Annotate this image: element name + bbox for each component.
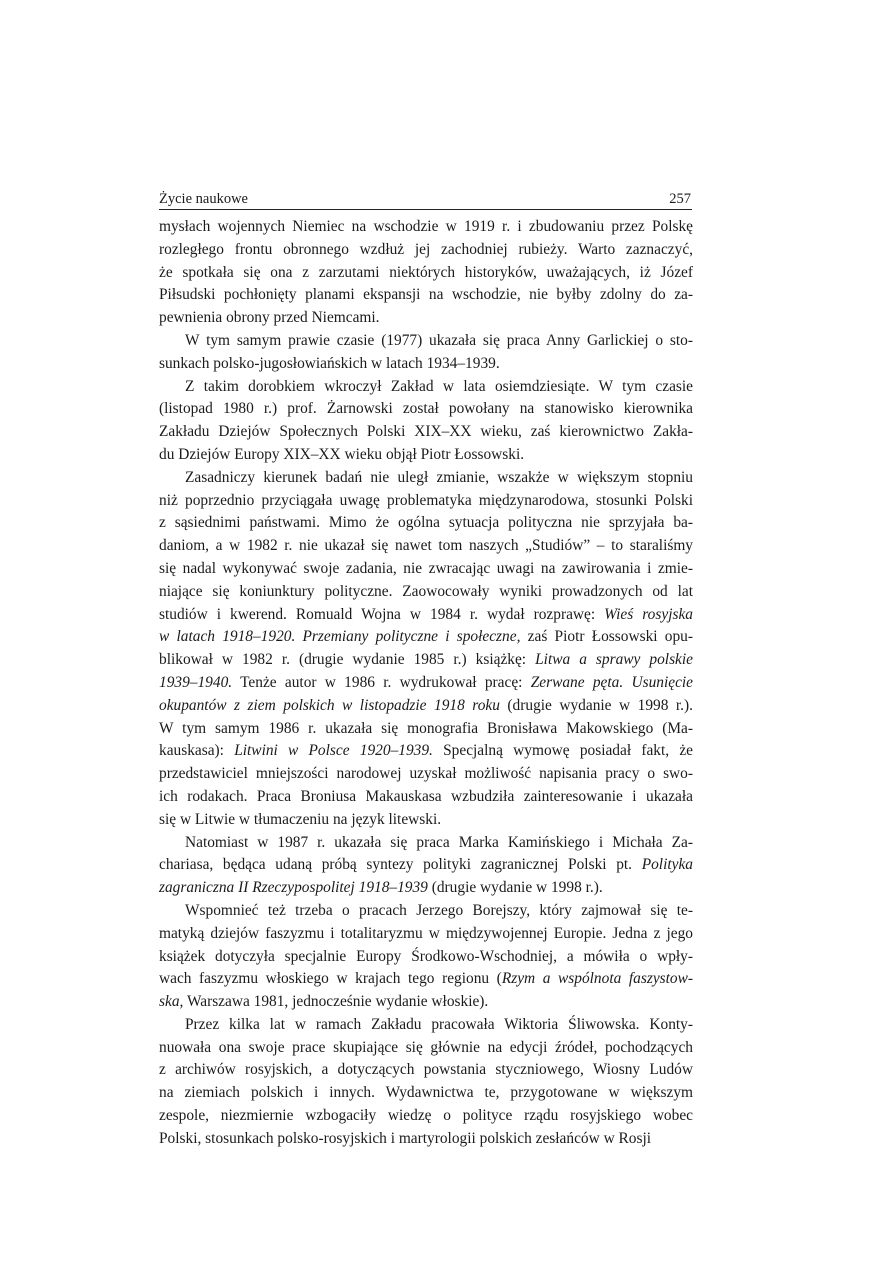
text-run: niż poprzednio przyciągała uwagę problematyka międzynarodowa, stosunki Polski [159,491,693,509]
text-line [159,1014,693,1037]
text-run: pewnienia obrony przed Niemcami. [159,309,380,327]
text-line [159,786,693,809]
italic-text: Rzym a wspólnota faszystow- [501,970,693,988]
text-run: się w Litwie w tłumaczeniu na język litewski. [159,810,442,828]
text-line [159,512,693,535]
text-run: na ziemiach polskich i innych. Wydawnictwa te, przygotowane w większym [159,1084,693,1102]
text-run: książek dotyczyła specjalnie Europy Środkowo-Wschodniej, a mówiła o wpły- [159,947,693,965]
text-line [159,330,693,353]
text-run: studiów i kwerend. Romuald Wojna w 1984 r. wydał rozprawę: [159,605,605,623]
text-line [159,1128,693,1151]
text-run: Piłsudski pochłonięty planami ekspansji na wschodzie, nie byłby zdolny do za- [159,286,693,304]
text-line [159,398,693,421]
italic-text: 1939–1940. [159,673,233,691]
text-line [159,581,693,604]
text-run: przedstawiciel mniejszości narodowej uzyskał możliwość napisania pracy o swo- [159,765,693,783]
text-run: W tym samym 1986 r. ukazała się monografia Bronisława Makowskiego (Ma- [159,719,693,737]
text-line [159,877,693,900]
text-run: Warszawa 1981, jednocześnie wydanie włoskie). [183,993,489,1011]
text-line [159,649,693,672]
paragraph [159,900,693,1014]
text-run: Specjalną wymowę posiadał fakt, że [432,742,693,760]
text-run: niające się koniunktury polityczne. Zaowocowały wyniki prowadzonych od lat [159,582,693,600]
text-line [159,832,693,855]
italic-text: ska, [159,993,184,1011]
text-run: wach faszyzmu włoskiego w krajach tego regionu ( [159,970,502,988]
text-line [159,490,693,513]
text-run: z archiwów rosyjskich, a dotyczących powstania styczniowego, Wiosny Ludów [159,1061,693,1079]
italic-text: Litwini w Polsce 1920–1939. [234,742,433,760]
italic-text: Polityka [641,856,693,874]
text-line [159,740,693,763]
text-line [159,809,693,832]
running-head [159,191,692,210]
text-run: nuowała ona swoje prace skupiające się głównie na edycji źródeł, pochodzących [159,1038,693,1056]
section-title: Życie naukowe [159,191,248,207]
text-line [159,558,693,581]
paragraph [159,467,693,832]
text-run: zaś Piotr Łossowski opu- [520,628,693,646]
text-run: kauskasa): [159,742,235,760]
text-line [159,854,693,877]
text-line [159,262,693,285]
italic-text: okupantów z ziem polskich w listopadzie 1918 roku [159,696,500,714]
text-line [159,444,693,467]
text-run: sunkach polsko-jugosłowiańskich w latach 1934–1939. [159,354,500,372]
text-run: że spotkała się ona z zarzutami niektórych historyków, uważających, iż Józef [159,263,693,281]
text-run: blikował w 1982 r. (drugie wydanie 1985 r.) książkę: [159,651,536,669]
text-line [159,1037,693,1060]
text-run: się nadal wykonywać swoje zadania, nie zwracając uwagi na zawirowania i zmie- [159,559,693,577]
text-run: Z takim dorobkiem wkroczył Zakład w lata osiemdziesiąte. W tym czasie [185,377,693,395]
text-run: (listopad 1980 r.) prof. Żarnowski został powołany na stanowisko kierownika [159,400,693,418]
text-run: mysłach wojennych Niemiec na wschodzie w 1919 r. i zbudowaniu przez Polskę [159,218,693,235]
text-line [159,467,693,490]
text-run: (drugie wydanie w 1998 r.). [499,696,693,714]
italic-text: Litwa a sprawy polskie [535,651,693,669]
text-run: W tym samym prawie czasie (1977) ukazała się praca Anny Garlickiej o sto- [185,331,693,349]
text-run: zespole, niezmiernie wzbogaciły wiedzę o polityce rządu rosyjskiego wobec [159,1107,693,1125]
text-run: z sąsiednimi państwami. Mimo że ogólna sytuacja polityczna nie sprzyjała ba- [159,514,693,532]
text-run: Tenże autor w 1986 r. wydrukował pracę: [232,673,531,691]
paragraph [159,1014,693,1151]
text-run: Zakładu Dziejów Społecznych Polski XIX–XX wieku, zaś kierownictwo Zakła- [159,423,693,441]
text-line [159,1105,693,1128]
text-line [159,307,693,330]
text-line [159,626,693,649]
text-line [159,946,693,969]
text-line [159,1059,693,1082]
text-run: daniom, a w 1982 r. nie ukazał się nawet tom naszych „Studiów” – to staraliśmy [159,537,693,555]
text-line [159,991,693,1014]
text-run: ich rodakach. Praca Broniusa Makauskasa wzbudziła zainteresowanie i ukazała [159,787,693,805]
paragraph [159,330,693,376]
text-line [159,535,693,558]
text-line [159,604,693,627]
text-run: Natomiast w 1987 r. ukazała się praca Marka Kamińskiego i Michała Za- [185,833,693,851]
text-run: (drugie wydanie w 1998 r.). [427,879,603,897]
text-line [159,923,693,946]
text-run: Zasadniczy kierunek badań nie uległ zmianie, wszakże w większym stopniu [185,468,693,486]
text-run: matyką dziejów faszyzmu i totalitaryzmu w międzywojennej Europie. Jedna z jego [159,924,693,942]
text-run: rozległego frontu obronnego wzdłuż jej zachodniej rubieży. Warto zaznaczyć, [159,240,693,258]
text-line [159,695,693,718]
italic-text: Wieś rosyjska [604,605,693,623]
italic-text: Zerwane pęta. Usunięcie [530,673,694,691]
text-line [159,900,693,923]
text-run: Polski, stosunkach polsko-rosyjskich i martyrologii polskich zesłańców w Rosji [159,1129,652,1147]
italic-text: zagraniczna II Rzeczypospolitej 1918–1939 [159,879,428,897]
text-run: chariasa, będąca udaną próbą syntezy polityki zagranicznej Polski pt. [159,856,642,874]
text-line [159,763,693,786]
page-number: 257 [669,191,691,207]
paragraph [159,832,693,900]
text-line [159,239,693,262]
text-run: du Dziejów Europy XIX–XX wieku objął Piotr Łossowski. [159,445,525,463]
text-line [159,718,693,741]
text-line [159,672,693,695]
text-run: Przez kilka lat w ramach Zakładu pracowała Wiktoria Śliwowska. Konty- [185,1015,693,1033]
paragraph [159,376,693,467]
text-line [159,1082,693,1105]
text-line [159,284,693,307]
text-line [159,216,693,239]
text-run: Wspomnieć też trzeba o pracach Jerzego Borejszy, który zajmował się te- [185,901,693,919]
italic-text: w latach 1918–1920. Przemiany polityczne i społeczne, [159,628,521,646]
paragraph [159,216,693,330]
text-line [159,353,693,376]
text-line [159,421,693,444]
text-line [159,376,693,399]
body-text [159,216,693,1151]
text-line [159,968,693,991]
